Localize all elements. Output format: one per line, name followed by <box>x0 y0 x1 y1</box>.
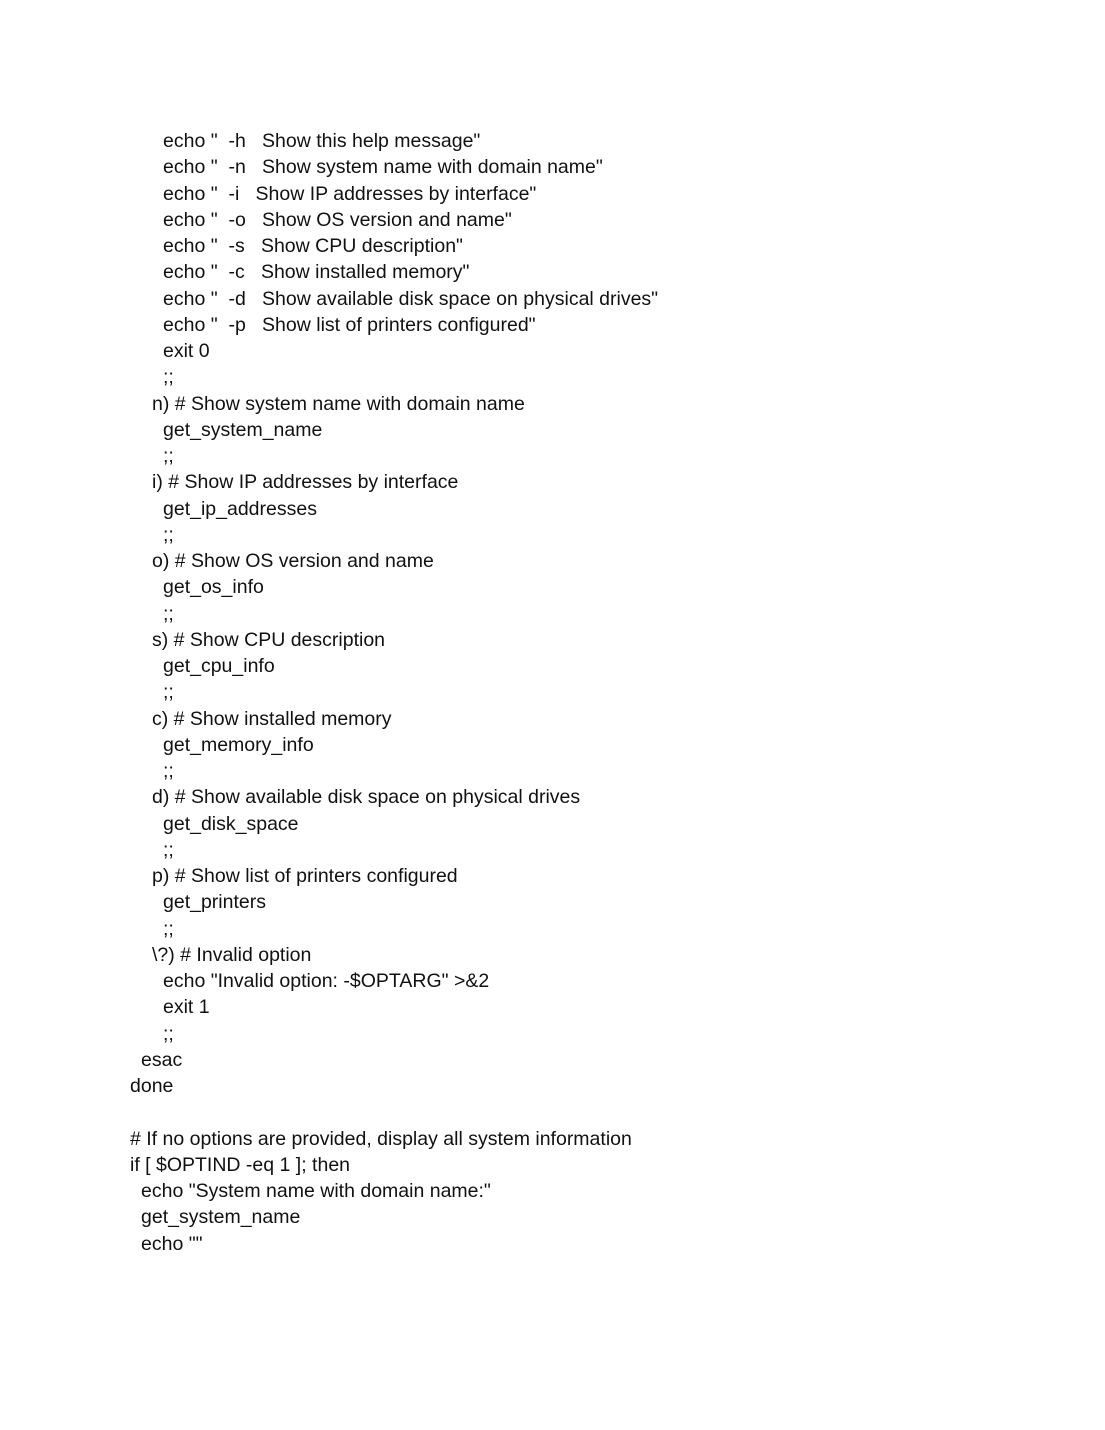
code-line: get_system_name <box>163 418 323 441</box>
code-line: exit 1 <box>163 996 210 1019</box>
code-line: d) # Show available disk space on physical drives <box>152 786 581 809</box>
code-line: ;; <box>163 602 174 625</box>
code-line: echo " -d Show available disk space on physical drives" <box>163 287 659 310</box>
code-line: echo " -n Show system name with domain name" <box>163 156 603 179</box>
code-line: c) # Show installed memory <box>152 707 392 730</box>
code-line: echo " -o Show OS version and name" <box>163 208 512 231</box>
code-line: echo " -h Show this help message" <box>163 130 481 152</box>
code-line: echo "Invalid option: -$OPTARG" >&2 <box>163 970 490 992</box>
code-line: echo " -i Show IP addresses by interface" <box>163 182 537 205</box>
code-line: exit 0 <box>163 340 210 362</box>
code-line: get_disk_space <box>163 812 299 835</box>
code-line: s) # Show CPU description <box>152 628 386 651</box>
code-line: p) # Show list of printers configured <box>152 865 458 887</box>
code-line: ;; <box>163 917 174 940</box>
code-line: get_ip_addresses <box>163 497 317 520</box>
code-line: ;; <box>163 366 174 389</box>
code-line <box>130 1099 658 1125</box>
code-line: ;; <box>163 523 174 546</box>
code-line: echo "System name with domain name:" <box>141 1180 491 1202</box>
code-listing <box>130 128 658 1257</box>
code-line: done <box>130 1075 174 1097</box>
code-line: o) # Show OS version and name <box>152 550 434 572</box>
code-line: echo " -c Show installed memory" <box>163 261 470 284</box>
code-line: ;; <box>163 838 174 861</box>
code-line: get_memory_info <box>163 733 314 756</box>
code-line: ;; <box>163 760 174 782</box>
code-line: get_cpu_info <box>163 655 275 677</box>
code-line: echo "" <box>141 1232 203 1255</box>
code-line: # If no options are provided, display all system information <box>130 1127 632 1150</box>
code-line: \?) # Invalid option <box>152 943 312 966</box>
code-line: get_os_info <box>163 576 264 599</box>
code-line: if [ $OPTIND -eq 1 ]; then <box>130 1153 351 1176</box>
code-line: echo " -p Show list of printers configured" <box>163 313 536 336</box>
code-line: get_printers <box>163 891 266 914</box>
code-line: get_system_name <box>141 1206 301 1229</box>
code-line: esac <box>141 1048 183 1071</box>
code-line: i) # Show IP addresses by interface <box>152 471 459 494</box>
code-line: ;; <box>163 681 174 704</box>
code-line: ;; <box>163 445 174 467</box>
code-line: ;; <box>163 1022 174 1045</box>
code-line: n) # Show system name with domain name <box>152 392 525 415</box>
code-line: echo " -s Show CPU description" <box>163 235 463 257</box>
